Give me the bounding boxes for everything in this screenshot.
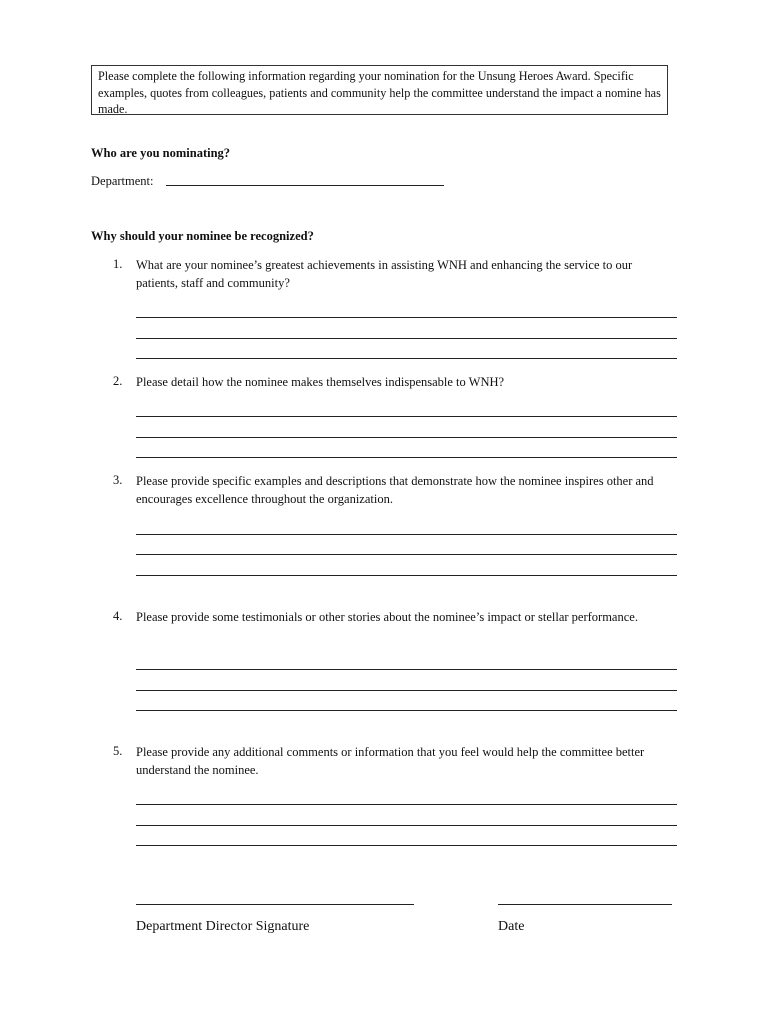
answer-line[interactable] — [136, 358, 677, 359]
question-text: Please detail how the nominee makes themselves indispensable to WNH? — [136, 375, 505, 389]
question-number: 3. — [113, 473, 123, 487]
question-text: Please provide some testimonials or other stories about the nominee’s impact or stellar performance. — [136, 610, 638, 624]
answer-line[interactable] — [136, 710, 677, 711]
answer-line[interactable] — [136, 575, 677, 576]
answer-line[interactable] — [136, 317, 677, 318]
answer-line[interactable] — [136, 534, 677, 535]
signature-line[interactable] — [136, 904, 414, 905]
who-heading: Who are you nominating? — [91, 146, 231, 160]
question-text: Please provide any additional comments or information that you feel would help the committee better understand the nominee. — [136, 745, 645, 777]
signature-label: Department Director Signature — [136, 919, 310, 934]
intro-instructions: Please complete the following information regarding your nomination for the Unsung Heroes Award. Specific examples, quotes from colleagues, patients and community help the committee understand the impact a nomine has made. — [91, 65, 668, 115]
question-number: 5. — [113, 744, 123, 758]
answer-line[interactable] — [136, 554, 677, 555]
question-number: 4. — [113, 609, 123, 623]
question-number: 2. — [113, 374, 123, 388]
question-number: 1. — [113, 257, 123, 271]
answer-line[interactable] — [136, 416, 677, 417]
answer-line[interactable] — [136, 825, 677, 826]
date-label: Date — [498, 919, 525, 934]
answer-line[interactable] — [136, 457, 677, 458]
answer-line[interactable] — [136, 804, 677, 805]
date-line[interactable] — [498, 904, 672, 905]
answer-line[interactable] — [136, 338, 677, 339]
question-text: What are your nominee’s greatest achievements in assisting WNH and enhancing the service to our patients, staff and community? — [136, 258, 633, 290]
answer-line[interactable] — [136, 845, 677, 846]
why-heading: Why should your nominee be recognized? — [91, 229, 314, 243]
question-text: Please provide specific examples and descriptions that demonstrate how the nominee inspires other and encourages excellence throughout the organization. — [136, 474, 654, 506]
answer-line[interactable] — [136, 437, 677, 438]
department-field[interactable] — [166, 185, 444, 186]
department-label: Department: — [91, 174, 154, 188]
answer-line[interactable] — [136, 690, 677, 691]
answer-line[interactable] — [136, 669, 677, 670]
